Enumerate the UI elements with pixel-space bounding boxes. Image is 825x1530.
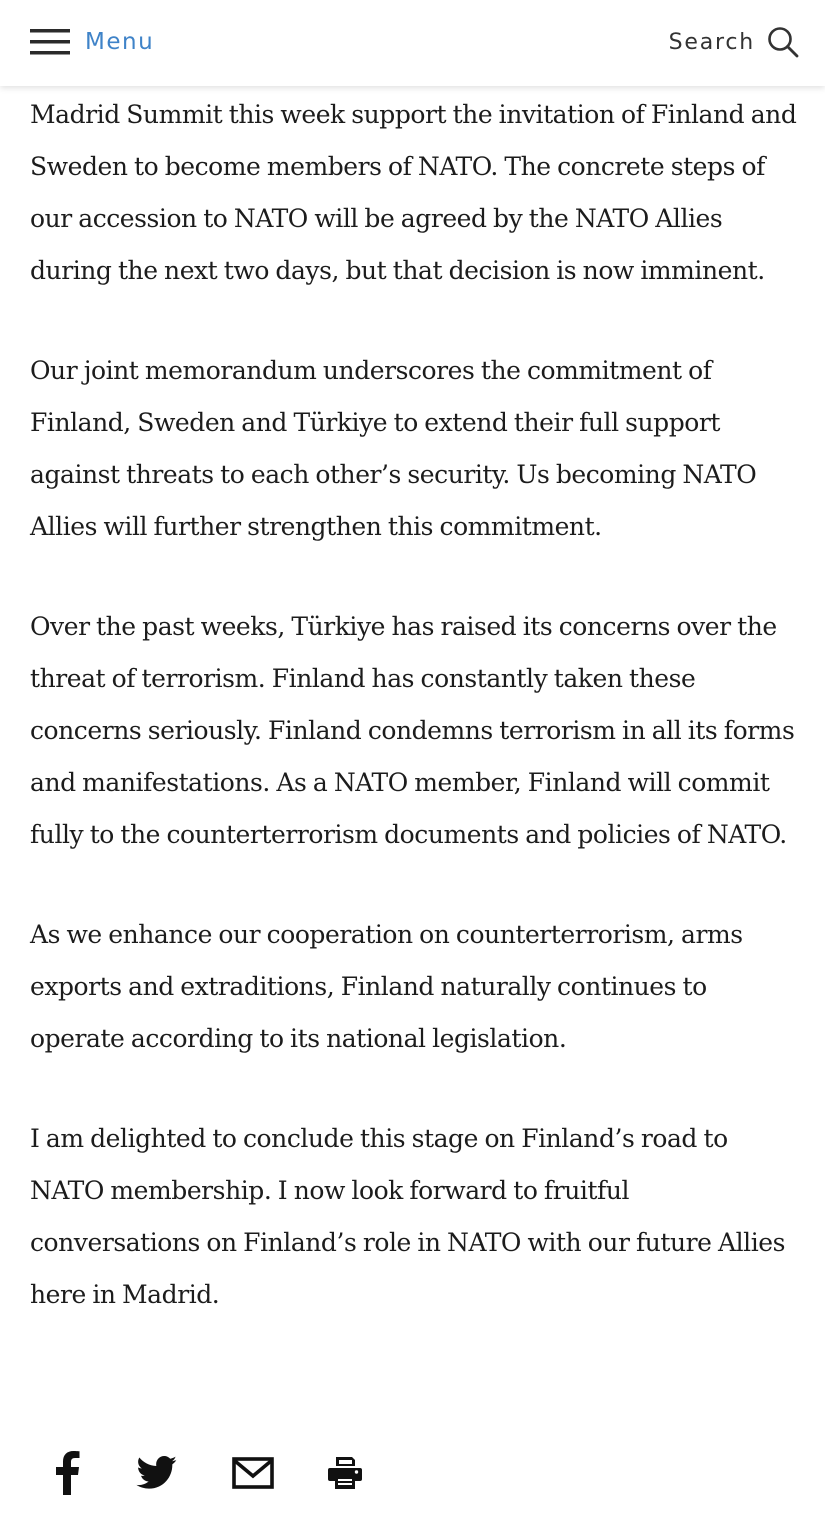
search-button[interactable] xyxy=(669,24,799,60)
article-paragraph-2: Our joint memorandum underscores the commitment of Finland, Sweden and Türkiye to extend their full support against threats to each other’s security. Us becoming NATO Allies will further strengthen this commitment. xyxy=(30,356,757,541)
hamburger-icon xyxy=(30,29,70,55)
menu-button[interactable] xyxy=(30,24,154,60)
site-header xyxy=(0,0,825,86)
article-body xyxy=(30,89,805,1369)
article-paragraph-1: Madrid Summit this week support the invitation of Finland and Sweden to become members of NATO. The concrete steps of our accession to NATO will be agreed by the NATO Allies during the next two days, but that decision is now imminent. xyxy=(30,100,797,285)
share-bar xyxy=(52,1448,416,1498)
search-label: Search xyxy=(668,29,755,55)
share-twitter-button[interactable] xyxy=(136,1448,178,1498)
article-paragraph-3: Over the past weeks, Türkiye has raised its concerns over the threat of terrorism. Finland has constantly taken these concerns seriously. Finland condemns terrorism in all its forms and manifestations. As a NATO member, Finland will commit fully to the counterterrorism documents and policies of NATO. xyxy=(30,612,795,849)
menu-label: Menu xyxy=(85,29,155,55)
print-icon xyxy=(328,1457,362,1489)
search-icon xyxy=(767,26,799,58)
twitter-icon xyxy=(136,1456,178,1490)
share-facebook-button[interactable] xyxy=(52,1448,82,1498)
print-button[interactable] xyxy=(328,1448,362,1498)
article-paragraph-5: I am delighted to conclude this stage on Finland’s road to NATO membership. I now look forward to fruitful conversations on Finland’s role in NATO with our future Allies here in Madrid. xyxy=(30,1124,785,1309)
email-icon xyxy=(232,1457,274,1489)
article-paragraph-4: As we enhance our cooperation on counterterrorism, arms exports and extraditions, Finland naturally continues to operate according to its national legislation. xyxy=(30,920,743,1053)
facebook-icon xyxy=(52,1451,82,1495)
share-email-button[interactable] xyxy=(232,1448,274,1498)
